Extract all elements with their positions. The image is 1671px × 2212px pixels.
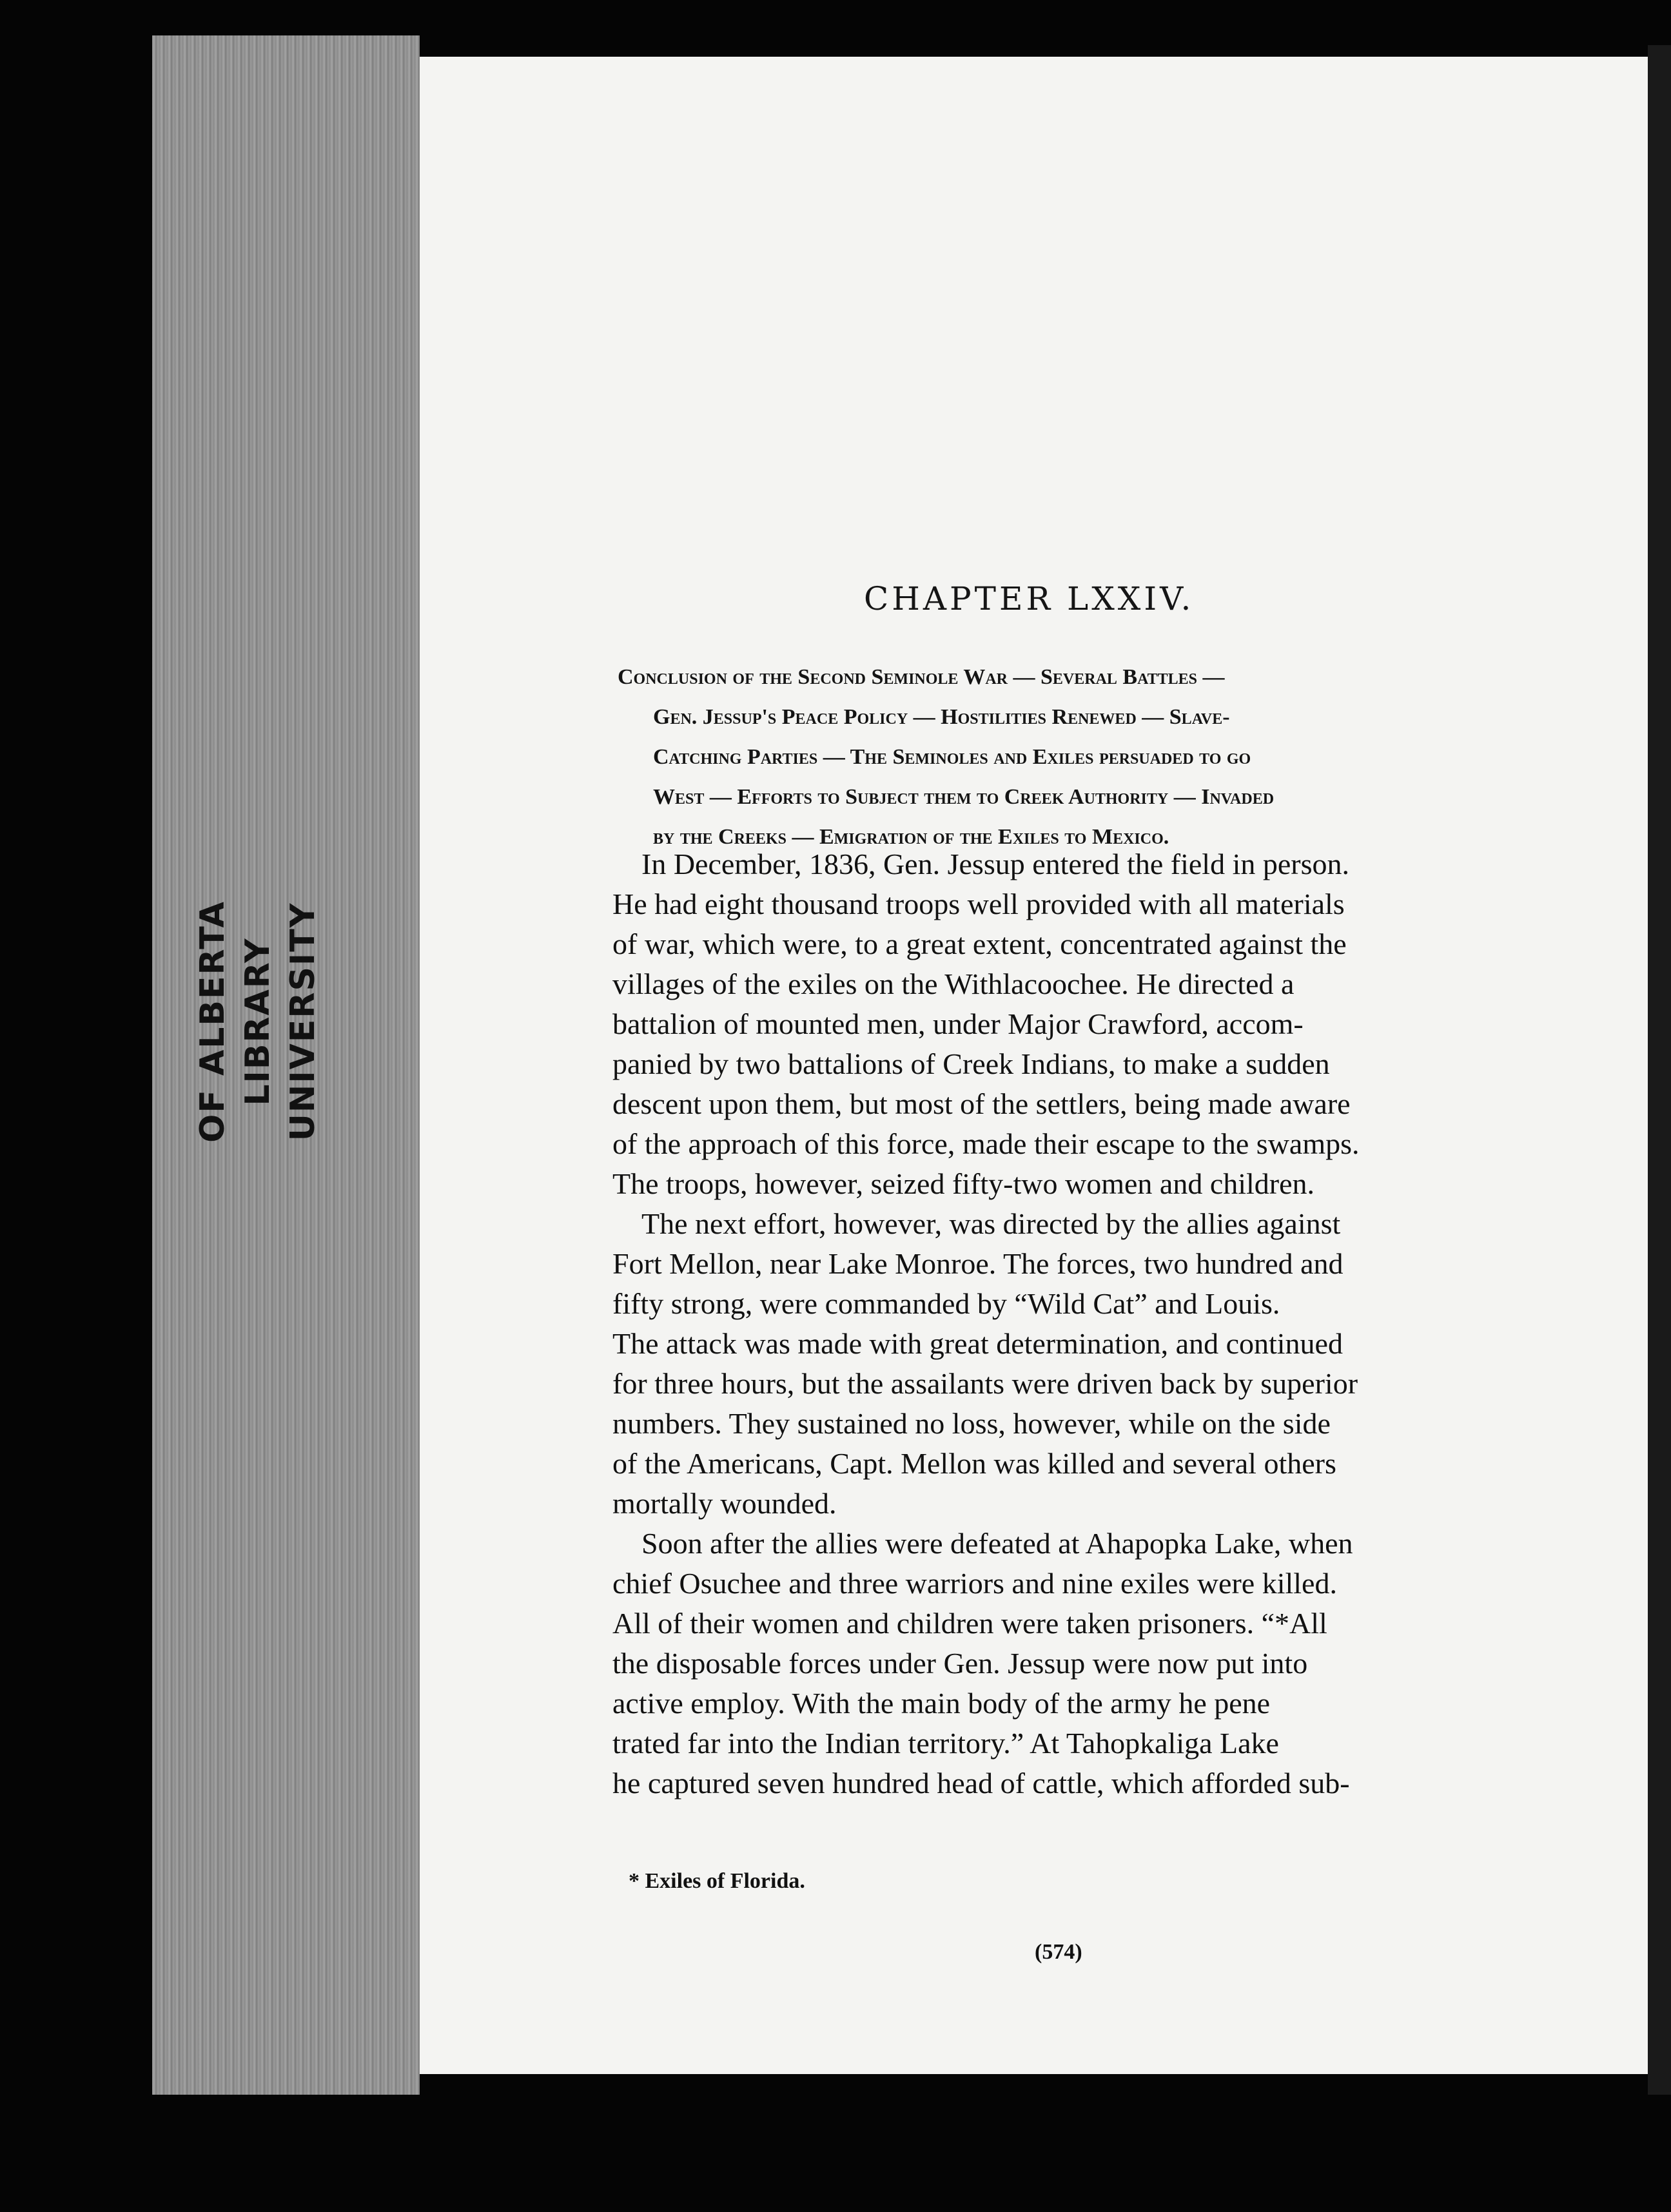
spine-label bbox=[190, 828, 326, 1215]
footnote: * Exiles of Florida. bbox=[629, 1869, 805, 1893]
body-line: The troops, however, seized fifty-two women and children. bbox=[612, 1167, 1315, 1200]
body-line: trated far into the Indian territory.” At Tahopkaliga Lake bbox=[612, 1727, 1279, 1760]
body-line: Fort Mellon, near Lake Monroe. The forces, two hundred and bbox=[612, 1247, 1344, 1280]
body-line: numbers. They sustained no loss, however, while on the side bbox=[612, 1407, 1331, 1440]
body-text bbox=[612, 844, 1534, 1803]
body-line: chief Osuchee and three warriors and nine exiles were killed. bbox=[612, 1567, 1337, 1600]
spine-label-line-1: UNIVERSITY bbox=[284, 902, 322, 1141]
body-line: of the Americans, Capt. Mellon was killed and several others bbox=[612, 1447, 1336, 1480]
body-line: All of their women and children were taken prisoners. “*All bbox=[612, 1607, 1327, 1640]
body-line: the disposable forces under Gen. Jessup were now put into bbox=[612, 1647, 1308, 1680]
chapter-title: CHAPTER LXXIV. bbox=[864, 580, 1195, 617]
chapter-summary bbox=[618, 657, 1533, 857]
body-line: villages of the exiles on the Withlacoochee. He directed a bbox=[612, 967, 1295, 1000]
summary-line: Conclusion of the Second Seminole War — Several Battles — bbox=[618, 665, 1225, 689]
body-line: He had eight thousand troops well provided with all materials bbox=[612, 888, 1345, 920]
body-line: The next effort, however, was directed by the allies against bbox=[641, 1207, 1341, 1240]
page-number: (574) bbox=[1035, 1940, 1082, 1964]
body-line: of the approach of this force, made their escape to the swamps. bbox=[612, 1127, 1360, 1160]
summary-line: Catching Parties — The Seminoles and Exiles persuaded to go bbox=[653, 745, 1251, 769]
body-line: battalion of mounted men, under Major Crawford, accom- bbox=[612, 1007, 1304, 1040]
body-line: In December, 1836, Gen. Jessup entered the field in person. bbox=[641, 848, 1349, 880]
body-line: The attack was made with great determination, and continued bbox=[612, 1327, 1343, 1360]
page-edge bbox=[1648, 45, 1671, 2095]
body-line: fifty strong, were commanded by “Wild Cat” and Louis. bbox=[612, 1287, 1280, 1320]
summary-line: by the Creeks — Emigration of the Exiles to Mexico. bbox=[653, 825, 1169, 849]
body-line: panied by two battalions of Creek Indians, to make a sudden bbox=[612, 1047, 1330, 1080]
body-line: of war, which were, to a great extent, concentrated against the bbox=[612, 927, 1347, 960]
body-line: descent upon them, but most of the settlers, being made aware bbox=[612, 1087, 1351, 1120]
body-line: he captured seven hundred head of cattle, which afforded sub- bbox=[612, 1767, 1350, 1800]
summary-line: West — Efforts to Subject them to Creek Authority — Invaded bbox=[653, 785, 1275, 809]
body-line: for three hours, but the assailants were driven back by superior bbox=[612, 1367, 1358, 1400]
body-line: active employ. With the main body of the army he pene bbox=[612, 1687, 1271, 1720]
spine-label-line-2: OF ALBERTA LIBRARY bbox=[193, 900, 277, 1143]
summary-line: Gen. Jessup's Peace Policy — Hostilities Renewed — Slave- bbox=[653, 705, 1230, 729]
body-line: Soon after the allies were defeated at Ahapopka Lake, when bbox=[641, 1527, 1353, 1560]
body-line: mortally wounded. bbox=[612, 1487, 837, 1520]
